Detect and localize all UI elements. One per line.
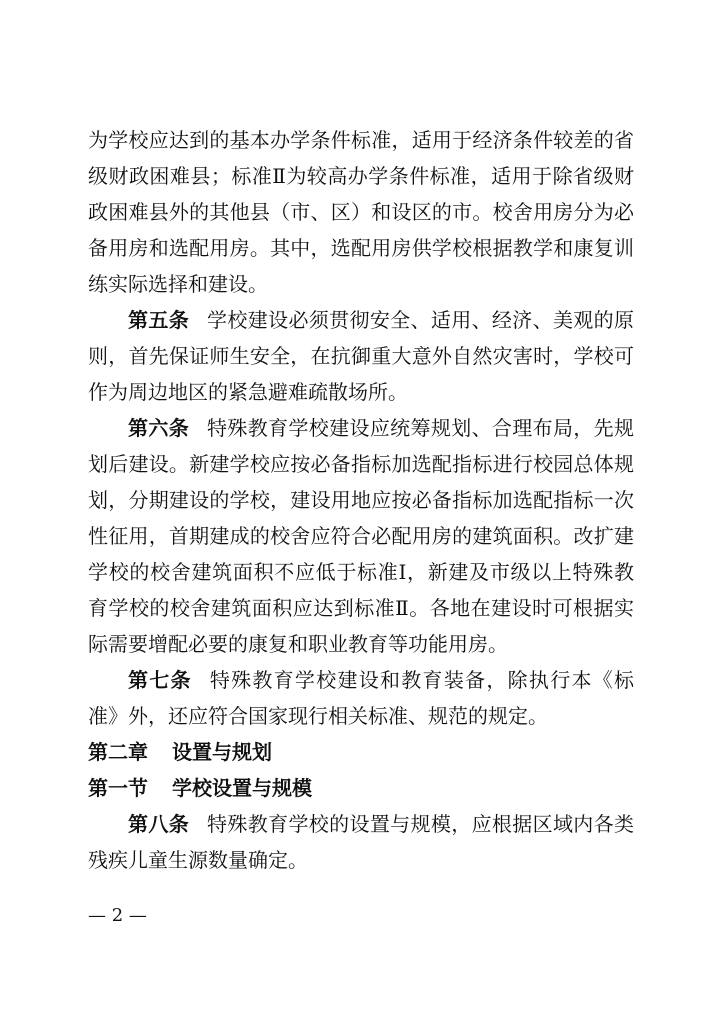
intro-paragraph: 为学校应达到的基本办学条件标准，适用于经济条件较差的省级财政困难县；标准Ⅱ为较高办学条件标准，适用于除省级财政困难县外的其他县（市、区）和设区的市。校舍用房分为必备用房和选配用房。其中，选配用房供学校根据教学和康复训练实际选择和建设。 xyxy=(88,128,634,296)
article-number: 第八条 xyxy=(128,812,190,836)
article-number: 第五条 xyxy=(128,308,190,332)
document-body xyxy=(88,122,634,878)
article-8 xyxy=(88,806,634,878)
chapter-heading xyxy=(88,734,634,770)
article-text: 特殊教育学校建设和教育装备，除执行本《标准》外，还应符合国家现行相关标准、规范的规定。 xyxy=(88,668,635,728)
section-heading xyxy=(88,770,634,806)
article-5 xyxy=(88,302,634,410)
chapter-number: 第二章 xyxy=(88,740,148,764)
section-number: 第一节 xyxy=(88,776,148,800)
chapter-title: 设置与规划 xyxy=(172,740,272,764)
article-text: 特殊教育学校建设应统筹规划、合理布局，先规划后建设。新建学校应按必备指标加选配指标进行校园总体规划，分期建设的学校，建设用地应按必备指标加选配指标一次性征用，首期建成的校舍应符合必配用房的建筑面积。改扩建学校的校舍建筑面积不应低于标准Ⅰ，新建及市级以上特殊教育学校的校舍建筑面积应达到标准Ⅱ。各地在建设时可根据实际需要增配必要的康复和职业教育等功能用房。 xyxy=(88,416,635,656)
article-7 xyxy=(88,662,634,734)
article-text: 学校建设必须贯彻安全、适用、经济、美观的原则，首先保证师生安全，在抗御重大意外自然灾害时，学校可作为周边地区的紧急避难疏散场所。 xyxy=(88,308,635,404)
article-text: 特殊教育学校的设置与规模，应根据区域内各类残疾儿童生源数量确定。 xyxy=(88,812,635,872)
page-number: — 2 — xyxy=(88,905,147,926)
article-number: 第七条 xyxy=(128,668,192,692)
section-title: 学校设置与规模 xyxy=(172,776,312,800)
article-6 xyxy=(88,410,634,662)
article-number: 第六条 xyxy=(128,416,190,440)
